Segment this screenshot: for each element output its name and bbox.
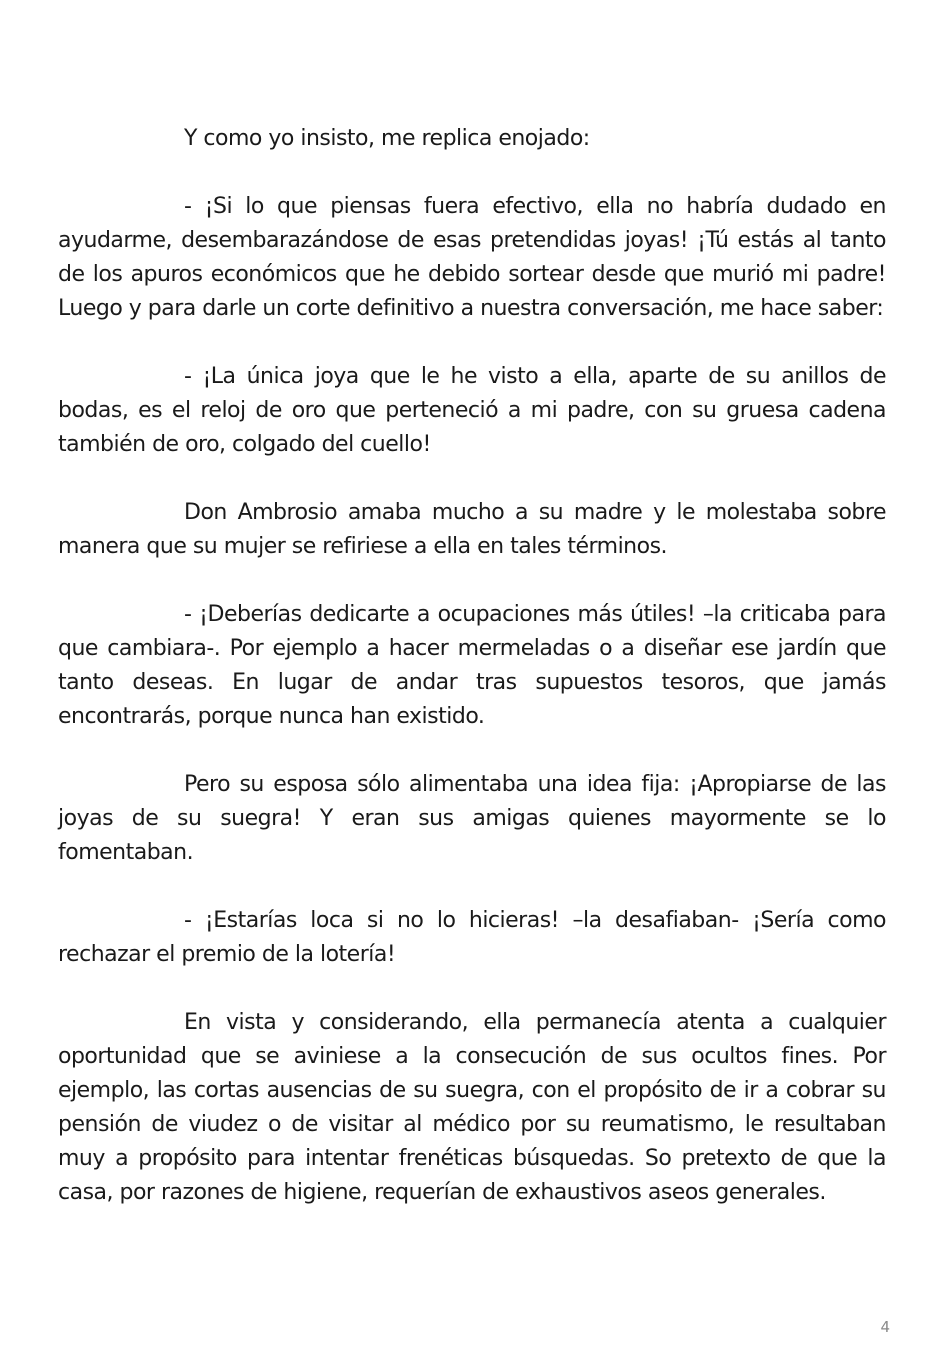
paragraph-8: En vista y considerando, ella permanecía atenta a cualquier oportunidad que se aviniese a la consecución de sus ocultos fines. Por ejemplo, las cortas ausencias de su suegra, con el propósito de ir a cobrar su pensión de viudez o de visitar al médico por su reumatismo, le resultaban muy a propósito para intentar frenéticas búsquedas. So pretexto de que la casa, por razones de higiene, requerían de exhaustivos aseos generales.	[58, 1010, 886, 1205]
paragraph-2: - ¡Si lo que piensas fuera efectivo, ella no habría dudado en ayudarme, desembarazándose de esas pretendidas joyas! ¡Tú estás al tanto de los apuros económicos que he debido sortear desde que murió mi padre! Luego y para darle un corte definitivo a nuestra conversación, me hace saber:	[58, 194, 886, 321]
paragraph-1: Y como yo insisto, me replica enojado:	[184, 126, 590, 151]
paragraph-6: Pero su esposa sólo alimentaba una idea fija: ¡Apropiarse de las joyas de su suegra! Y eran sus amigas quienes mayormente se lo fomentaban.	[58, 772, 886, 865]
paragraph-3: - ¡La única joya que le he visto a ella, aparte de su anillos de bodas, es el reloj de oro que perteneció a mi padre, con su gruesa cadena también de oro, colgado del cuello!	[58, 364, 886, 457]
paragraph-4: Don Ambrosio amaba mucho a su madre y le molestaba sobre manera que su mujer se refiriese a ella en tales términos.	[58, 500, 886, 559]
page-number: 4	[880, 1318, 890, 1336]
paragraph-7: - ¡Estarías loca si no lo hicieras! –la desafiaban- ¡Sería como rechazar el premio de la lotería!	[58, 908, 886, 967]
body-text	[58, 122, 886, 1210]
paragraph-5: - ¡Deberías dedicarte a ocupaciones más útiles! –la criticaba para que cambiara-. Por ejemplo a hacer mermeladas o a diseñar ese jardín que tanto deseas. En lugar de andar tras supuestos tesoros, que jamás encontrarás, porque nunca han existido.	[58, 602, 886, 729]
